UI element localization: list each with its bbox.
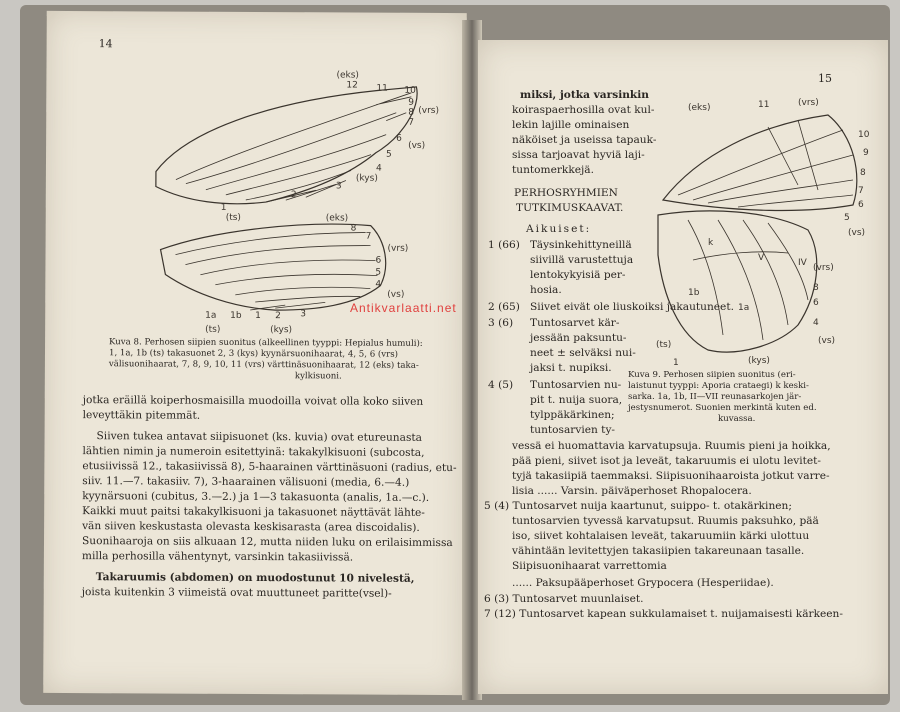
key-number: 2 (65) [488,301,520,313]
body-line: Kaikki muut paitsi takakylkisuoni ja takasuonet näyttävät lähte- [82,505,425,519]
section-title: TUTKIMUSKAAVAT. [516,202,624,214]
intro-line: tuntomerkkejä. [512,164,594,176]
svg-text:(ts): (ts) [205,324,221,335]
body-line: jotka eräillä koiperhosmaisilla muodoilla voivat olla koko siiven [82,394,424,408]
key-number: 1 (66) [488,239,520,251]
svg-text:(vs): (vs) [818,336,836,346]
svg-text:(vrs): (vrs) [387,243,409,254]
svg-text:8: 8 [350,223,357,234]
body-line: Suonihaaroja on siis alkuaan 12, mutta niiden luku on erilaisimmissa [81,535,453,550]
svg-text:4: 4 [813,318,819,328]
figure-caption-line: sarka. 1a, 1b, II—VII reunasarkojen jär- [628,392,802,402]
svg-text:9: 9 [863,148,869,158]
svg-text:7: 7 [408,117,414,128]
figure-caption-line: välisuonihaarat, 7, 8, 9, 10, 11 (vrs) värttinäsuonihaarat, 12 (eks) taka- [108,359,419,371]
body-line: leveyttäkin pitemmät. [82,409,201,422]
key-text: jessään paksuntu- [530,332,627,344]
svg-text:1a: 1a [205,310,217,321]
left-page [43,11,467,695]
subsection-title: Aikuiset: [526,223,592,235]
svg-text:6: 6 [813,298,819,308]
figure-caption-line: kuvassa. [718,414,756,424]
key-text: Tuntosarvet kär- [530,317,620,329]
svg-text:k: k [708,238,714,248]
key-text: lentokykyisiä per- [530,269,626,281]
body-line: etusiivissä 12., takasiivissä 8), 5-haarainen värttinäsuoni (radius, etu- [82,460,457,475]
svg-text:(kys): (kys) [748,356,770,366]
svg-text:2: 2 [275,311,281,322]
svg-text:7: 7 [858,186,864,196]
section-title: PERHOSRYHMIEN [514,187,618,199]
key-text: jaksi t. nupiksi. [530,362,612,374]
key-text: Täysinkehittyneillä [530,239,632,251]
body-line: 6 (3) Tuntosarvet muunlaiset. [484,593,644,605]
svg-text:5: 5 [386,149,392,160]
body-line: ...... Paksupääperhoset Grypocera (Hesperiidae). [512,577,774,589]
body-line: vähintään levitettyjen takasiipien takareunaan tasalle. [512,545,805,557]
figure-caption-line: laistunut tyyppi: Aporia crataegi) k keski- [628,381,809,391]
svg-text:(ts): (ts) [656,340,672,350]
body-line: tuntosarvien tyvessä karvatupsut. Ruumis paksuhko, pää [512,515,819,527]
key-text: pit t. nuija suora, [530,394,623,406]
body-line: milla perhosilla vähentynyt, varsinkin takasiivissä. [81,550,354,564]
svg-text:(kys): (kys) [270,325,293,336]
key-text: neet ± selväksi nui- [530,347,636,359]
svg-text:12: 12 [346,80,358,91]
body-line: Siipisuonihaarat varrettomia [512,560,667,572]
svg-text:4: 4 [375,163,382,174]
svg-text:1: 1 [673,358,679,368]
key-text: tuntosarvien ty- [530,424,616,436]
key-text: hosia. [530,284,562,296]
key-text: tylppäkärkinen; [530,409,615,421]
body-line: Takaruumis (abdomen) on muodostunut 10 nivelestä, [95,571,415,585]
svg-text:1: 1 [220,202,227,213]
svg-text:2: 2 [290,190,297,201]
hindwing-diagram [155,209,456,341]
key-text: Siivet eivät ole liuskoiksi jakautuneet. [530,301,734,313]
svg-text:(vrs): (vrs) [798,98,819,108]
svg-text:11: 11 [758,100,770,110]
svg-text:8: 8 [813,283,819,293]
svg-text:1b: 1b [230,310,242,321]
svg-text:1a: 1a [738,303,750,313]
svg-text:(vrs): (vrs) [813,263,834,273]
body-line: kyynärsuoni (cubitus, 3.—2.) ja 1—3 takasuonta (analis, 1a.—c.). [82,490,430,504]
svg-text:(vs): (vs) [408,140,426,151]
key-number: 3 (6) [488,317,514,329]
body-line: lähtien nimin ja numeroin esitettyinä: takakylkisuoni (subcosta, [82,445,425,459]
svg-text:(eks): (eks) [325,213,349,224]
svg-text:1: 1 [255,311,261,322]
svg-text:7: 7 [365,231,372,242]
svg-text:IV: IV [798,258,807,268]
body-line: pää pieni, siivet isot ja leveät, takaruumis ei ulotu levitet- [512,455,821,467]
watermark: Antikvarlaatti.net [350,301,457,315]
body-line: tyjä takasiipiä taemmaksi. Siipisuonihaaroista jotkut varre- [512,470,830,482]
body-line: lisia ...... Varsin. päiväperhoset Rhopalocera. [512,485,752,497]
key-text: Tuntosarvien nu- [530,379,622,391]
svg-text:1b: 1b [688,288,700,298]
svg-text:10: 10 [404,85,416,96]
svg-text:(eks): (eks) [336,70,359,81]
body-line: vessä ei huomattavia karvatupsuja. Ruumis pieni ja hoikka, [512,440,831,452]
intro-line: koiraspaerhosilla ovat kul- [512,104,655,116]
svg-text:6: 6 [375,255,382,266]
svg-text:5: 5 [375,267,382,278]
intro-line: näköiset ja useissa tapauk- [512,134,657,146]
figure-caption-line: kylkisuoni. [294,371,342,382]
intro-line: sissa tarjoavat hyviä laji- [512,149,645,161]
svg-text:6: 6 [396,133,402,144]
svg-text:(kys): (kys) [355,173,378,184]
figure-caption-line: Kuva 9. Perhosen siipien suonitus (eri- [628,370,796,380]
svg-text:6: 6 [858,200,864,210]
right-page [478,40,888,694]
key-number: 4 (5) [488,379,514,391]
svg-text:3: 3 [335,181,342,192]
svg-text:V: V [758,253,765,263]
svg-text:9: 9 [408,97,415,108]
svg-text:(vrs): (vrs) [418,105,440,116]
body-line: 7 (12) Tuntosarvet kapean sukkulamaiset t. nuijamaisesti kärkeen- [484,608,843,620]
figure-caption-line: 1, 1a, 1b (ts) takasuonet 2, 3 (kys) kyynärsuonihaarat, 4, 5, 6 (vrs) [108,348,399,360]
figure-caption-line: Kuva 8. Perhosen siipien suonitus (alkeellinen tyyppi: Hepialus humuli): [109,337,423,349]
svg-text:3: 3 [300,309,306,320]
intro-line: lekin lajille ominaisen [512,119,630,131]
body-line: Siiven tukea antavat siipisuonet (ks. kuvia) ovat etureunasta [96,430,423,444]
butterfly-wing-diagram [648,95,878,368]
body-line: joista kuitenkin 3 viimeistä ovat muuttuneet paritte(vsel)- [81,586,392,600]
svg-text:11: 11 [376,83,388,94]
intro-line: miksi, jotka varsinkin [520,89,649,101]
svg-text:(ts): (ts) [225,212,241,223]
svg-text:(vs): (vs) [387,289,405,300]
svg-text:8: 8 [860,168,866,178]
key-text: siivillä varustettuja [530,254,634,266]
forewing-diagram [146,61,440,223]
svg-text:(vs): (vs) [848,228,866,238]
body-line: siiv. 11.—7. takasiiv. 7), 3-haarainen välisuoni (media, 6.—4.) [82,475,410,489]
figure-caption-line: jestysnumerot. Suonien merkintä kuten ed. [628,403,817,413]
page-number: 15 [818,72,832,85]
body-line: vän siiven keskustasta olevasta keskisarasta (area discoidalis). [82,520,420,534]
body-line: iso, siivet kohtalaisen leveät, takaruumiin kärki ulottuu [512,530,810,542]
svg-text:10: 10 [858,130,870,140]
svg-text:5: 5 [844,213,850,223]
page-number: 14 [98,37,113,51]
svg-text:4: 4 [375,279,382,290]
svg-text:8: 8 [408,107,415,118]
svg-text:(eks): (eks) [688,103,711,113]
body-line: 5 (4) Tuntosarvet nuija kaartunut, suippo- t. otakärkinen; [484,500,792,512]
